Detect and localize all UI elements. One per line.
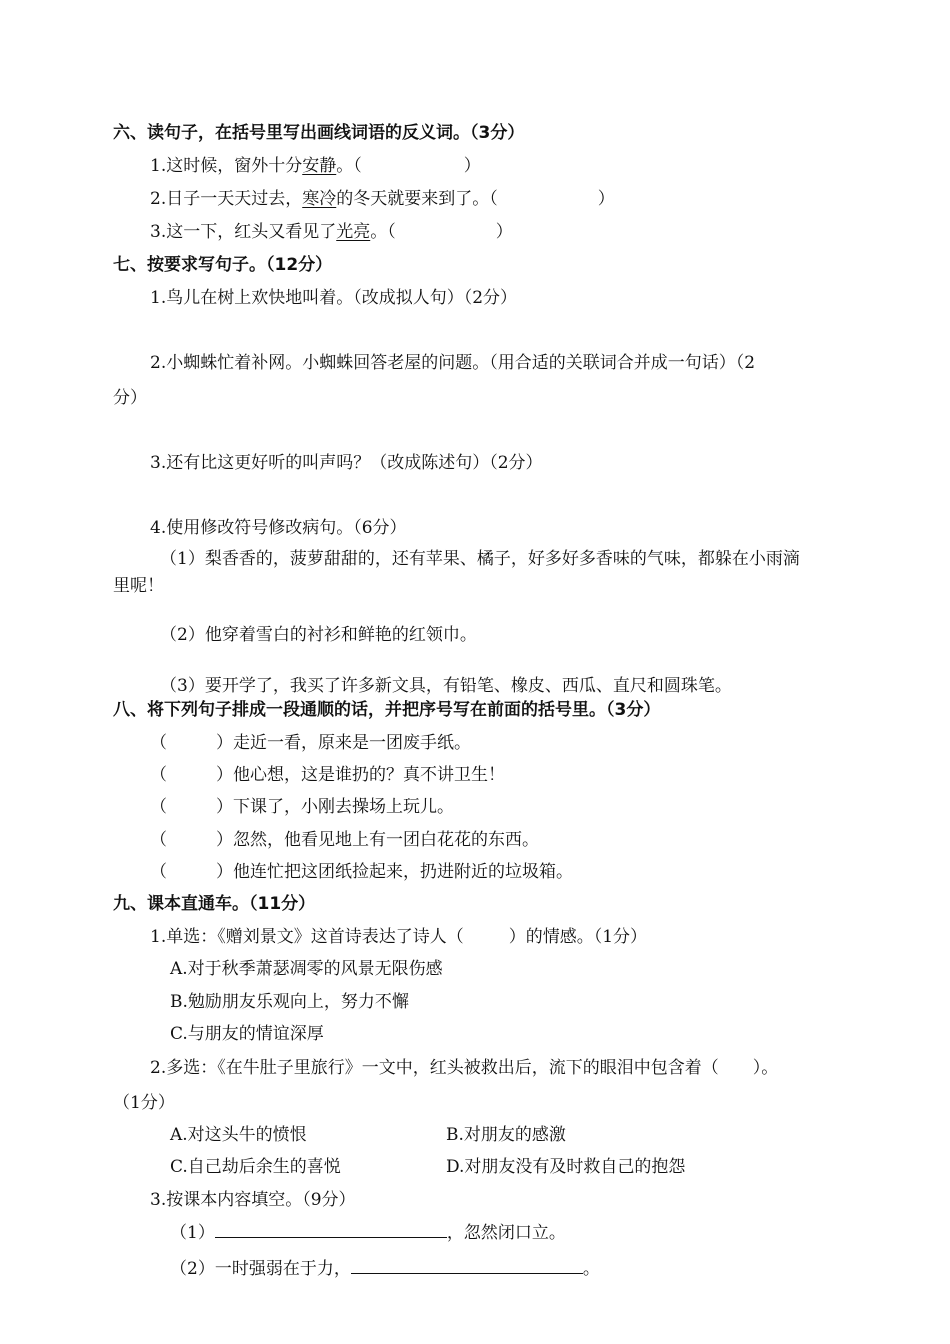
s9-q2-option-b: B.对朋友的感激: [446, 1125, 566, 1145]
s6-q3-paren-close: ）: [495, 222, 513, 242]
s9-f2-answer-line[interactable]: [351, 1257, 583, 1274]
s9-question-3: 3.按课本内容填空。（9分）: [150, 1190, 356, 1210]
s8-paren-close: ）: [216, 765, 233, 785]
s9-question-1: [150, 926, 647, 948]
s9-f2-text: （2）一时强弱在于力，: [170, 1259, 351, 1279]
s6-q3-text: 3.这一下，红头又看见了: [150, 222, 337, 242]
s9-q2-score: （1分）: [113, 1093, 175, 1113]
s8-item: [150, 732, 471, 754]
s8-item: [150, 796, 454, 818]
s7-question-3: 3.还有比这更好听的叫声吗？（改成陈述句）（2分）: [150, 453, 543, 473]
s8-sentence: 忽然，他看见地上有一团白花花的东西。: [233, 830, 539, 850]
s8-paren-open: （: [150, 797, 167, 817]
s8-paren-close: ）: [216, 862, 233, 882]
s8-paren-open: （: [150, 830, 167, 850]
s9-q2-option-c: C.自己劫后余生的喜悦: [170, 1157, 341, 1177]
s7-question-1: 1.鸟儿在树上欢快地叫着。（改成拟人句）（2分）: [150, 288, 518, 308]
s6-q1-paren-close: ）: [463, 156, 481, 176]
s7-q4-sentence-3: （3）要开学了，我买了许多新文具，有铅笔、橡皮、西瓜、直尺和圆珠笔。: [160, 676, 732, 696]
s7-q4-sentence-1-cont: 里呢！: [113, 576, 164, 596]
s8-sentence: 下课了，小刚去操场上玩儿。: [233, 797, 454, 817]
s6-q1-underlined-word: 安静: [302, 156, 337, 176]
s8-item: [150, 861, 573, 883]
s7-q4-sentence-1: （1）梨香香的，菠萝甜甜的，还有苹果、橘子，好多好多香味的气味，都躲在小雨滴: [160, 549, 800, 569]
s8-paren-open: （: [150, 765, 167, 785]
s6-q2-paren-open: 的冬天就要来到了。（: [336, 189, 498, 209]
s9-fill-1: [170, 1221, 566, 1244]
s8-sentence: 他心想，这是谁扔的？真不讲卫生！: [233, 765, 505, 785]
s8-sentence: 他连忙把这团纸捡起来，扔进附近的垃圾箱。: [233, 862, 573, 882]
s6-q1-text: 1.这时候，窗外十分: [150, 156, 303, 176]
s9-f1-answer-line[interactable]: [215, 1221, 447, 1238]
section-7-title: 七、按要求写句子。（12分）: [113, 255, 333, 275]
s8-paren-open: （: [150, 862, 167, 882]
s9-q2-option-d: D.对朋友没有及时救自己的抱怨: [446, 1157, 686, 1177]
s6-question-2: [150, 188, 615, 210]
s8-item: [150, 764, 505, 786]
s8-paren-close: ）: [216, 797, 233, 817]
s9-q1-option-a: A.对于秋季萧瑟凋零的风景无限伤感: [170, 959, 443, 979]
s6-q2-text: 2.日子一天天过去，: [150, 189, 303, 209]
s9-f1-text: ，忽然闭口立。: [446, 1223, 566, 1243]
section-6-title: 六、读句子，在括号里写出画线词语的反义词。（3分）: [113, 123, 525, 143]
s9-q2-option-a: A.对这头牛的愤恨: [170, 1125, 307, 1145]
s6-question-3: [150, 221, 513, 243]
s9-question-2: [150, 1057, 778, 1079]
s7-question-2-cont: 分）: [113, 388, 147, 408]
s6-q3-underlined-word: 光亮: [336, 222, 371, 242]
s8-sentence: 走近一看，原来是一团废手纸。: [233, 733, 471, 753]
s8-paren-open: （: [150, 733, 167, 753]
s7-question-4: 4.使用修改符号修改病句。（6分）: [150, 518, 407, 538]
section-9-title: 九、课本直通车。（11分）: [113, 894, 316, 914]
s9-q2-text: 2.多选：《在牛肚子里旅行》一文中，红头被救出后，流下的眼泪中包含着（: [150, 1058, 719, 1078]
section-8-title: 八、将下列句子排成一段通顺的话，并把序号写在前面的括号里。（3分）: [113, 700, 661, 720]
s6-q3-paren-open: 。（: [370, 222, 396, 242]
s9-fill-2: [170, 1257, 600, 1280]
s6-question-1: [150, 155, 481, 177]
s9-q2-text-end: ）。: [752, 1058, 779, 1078]
s8-paren-close: ）: [216, 733, 233, 753]
s9-q1-text: 1.单选：《赠刘景文》这首诗表达了诗人（: [150, 927, 464, 947]
s7-question-2: 2.小蜘蛛忙着补网。小蜘蛛回答老屋的问题。（用合适的关联词合并成一句话）（2: [150, 353, 756, 373]
s9-q1-text-end: ）的情感。（1分）: [508, 927, 648, 947]
s8-item: [150, 829, 539, 851]
s6-q1-paren-open: 。（: [336, 156, 362, 176]
s9-f1-label: （1）: [170, 1223, 215, 1243]
s6-q2-underlined-word: 寒冷: [302, 189, 337, 209]
s6-q2-paren-close: ）: [597, 189, 615, 209]
s9-q1-option-c: C.与朋友的情谊深厚: [170, 1024, 324, 1044]
s8-paren-close: ）: [216, 830, 233, 850]
s7-q4-sentence-2: （2）他穿着雪白的衬衫和鲜艳的红领巾。: [160, 625, 477, 645]
s9-q1-option-b: B.勉励朋友乐观向上，努力不懈: [170, 992, 409, 1012]
s9-f2-end: 。: [582, 1259, 600, 1279]
